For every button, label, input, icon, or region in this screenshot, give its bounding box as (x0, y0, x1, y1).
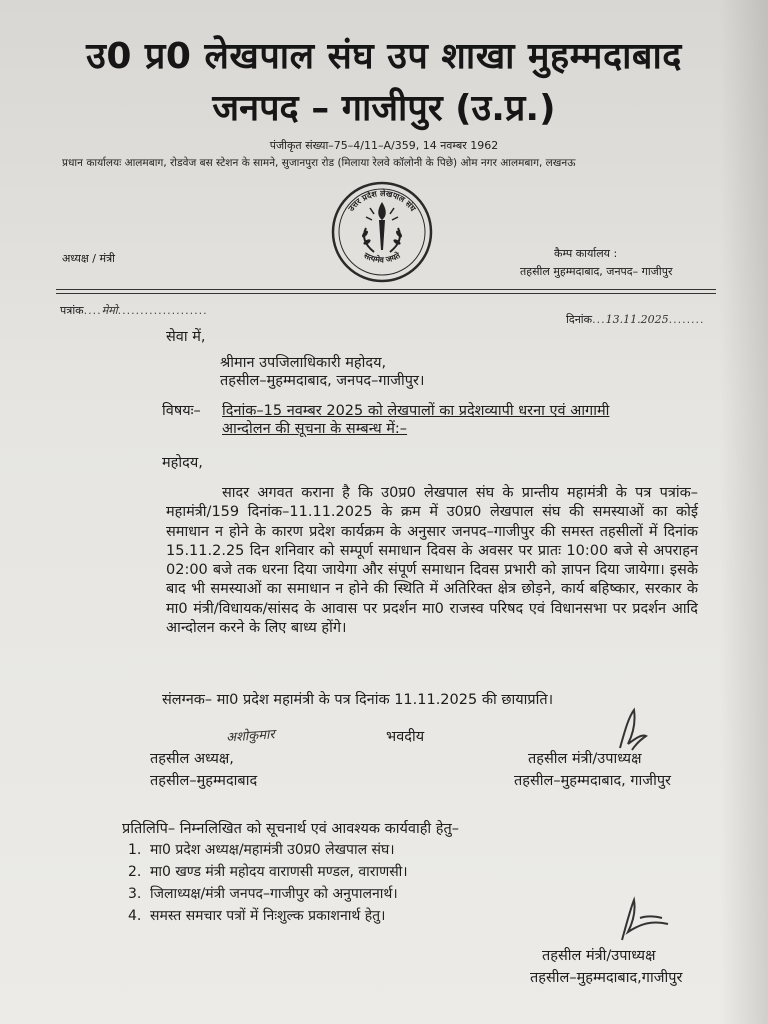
header-divider-thin (56, 293, 716, 294)
addressee-line2: तहसील–मुहम्मदाबाद, जनपद–गाजीपुर। (220, 373, 425, 389)
greeting: महोदय, (162, 455, 203, 471)
bottom-signatory-place: तहसील–मुहम्मदाबाद,गाजीपुर (530, 970, 683, 986)
list-item: 2. मा0 खण्ड मंत्री महोदय वाराणसी मण्डल, वाराणसी। (128, 864, 408, 880)
seal-text-top: उत्तर प्रदेश लेखपाल संघ (346, 188, 418, 213)
bottom-signature-scribble-icon (610, 894, 680, 944)
addressee-line1: श्रीमान उपजिलाधिकारी महोदय, (220, 355, 387, 371)
body-rest: पत्रांक–महामंत्री/159 दिनांक–11.11.2025 के क्रम में उ0प्र0 लेखपाल संघ की समस्याओं का कोई समाधान न होने के कारण प्रदेश कार्यक्रम के अनुसार जनपद–गाजीपुर की समस्त तहसीलों में दिनांक 15.11.2.25 दिन शनिवार को सम्पूर्ण समाधान दिवस के अवसर पर प्रातः 10:00 बजे से अपराहन 02:00 बजे तक धरना दिया जायेगा और संपूर्ण समाधान दिवस प्रभारी को ज्ञापन दिया जायेगा। इसके बाद भी समस्याओं का समाधान न होने की स्थिति में अतिरिक्त क्षेत्र छोड़ने, कार्य बहिष्कार, सरकार के मा0 मंत्री/विधायक/सांसद के आवास पर प्रदर्शन मा0 राजस्व परिषद एवं विधानसभा पर प्रदर्शन आदि आन्दोलन करने के लिए बाध्य होंगे। (166, 485, 698, 637)
dinank-label: दिनांक (566, 313, 593, 326)
head-office-address: प्रधान कार्यालयः आलमबाग, रोडवेज बस स्टेशन के सामने, सुजानपुरा रोड (मिलाया रेलवे कॉलोनी के पिछे) ओम नगर आलमबाग, लखनऊ (62, 157, 576, 169)
page-shadow (720, 0, 768, 1024)
copy-to-heading: प्रतिलिपि– निम्नलिखित को सूचनार्थ एवं आवश्यक कार्यवाही हेतु– (122, 821, 459, 837)
reference-number: पत्रांक....मेमो.................... (60, 304, 208, 317)
left-signatory-place: तहसील–मुहम्मदाबाद (150, 773, 258, 789)
enclosure-note: संलग्नक– मा0 प्रदेश महामंत्री के पत्र दिनांक 11.11.2025 की छायाप्रति। (162, 692, 554, 708)
dinank-value: 13.11.2025 (605, 313, 669, 326)
salutation-to: सेवा में, (166, 329, 206, 345)
dinank-dots: ........ (668, 313, 705, 326)
patrank-dots: .................... (117, 304, 208, 317)
svg-text:सत्यमेव जयते (361, 250, 402, 265)
body-line1: सादर अगवत कराना है कि उ0प्र0 लेखपाल संघ के प्रान्तीय महामंत्री के पत्र (222, 485, 652, 501)
subject-line1: दिनांक–15 नवम्बर 2025 को लेखपालों का प्रदेशव्यापी धरना एवं आगामी (222, 403, 610, 419)
bottom-signatory-title: तहसील मंत्री/उपाध्यक्ष (542, 948, 656, 964)
subject-label: विषयः– (162, 403, 201, 419)
header-divider (56, 289, 716, 290)
registration-number: पंजीकृत संख्या–75–4/11–A/359, 14 नवम्बर 1962 (269, 139, 499, 152)
right-signatory-title: तहसील मंत्री/उपाध्यक्ष (528, 751, 642, 767)
camp-office-label: कैम्प कार्यालय : (554, 247, 618, 260)
camp-office-address: तहसील मुहम्मदाबाद, जनपद– गाजीपुर (520, 265, 673, 278)
left-role-label: अध्यक्ष / मंत्री (62, 252, 116, 265)
letterhead-title-line2: जनपद – गाजीपुर (उ.प्र.) (212, 88, 556, 129)
left-signature: अशोकुमार (225, 727, 276, 746)
closing: भवदीय (386, 729, 425, 745)
right-signatory-place: तहसील–मुहम्मदाबाद, गाजीपुर (514, 773, 671, 789)
list-item: 1. मा0 प्रदेश अध्यक्ष/महामंत्री उ0प्र0 लेखपाल संघ। (128, 842, 395, 858)
union-seal-icon (330, 180, 434, 284)
left-signatory-title: तहसील अध्यक्ष, (150, 751, 234, 767)
patrank-label: पत्रांक (60, 304, 84, 317)
seal-text-bottom: सत्यमेव जयते (362, 250, 402, 265)
reference-date: दिनांक...13.11.2025........ (566, 313, 705, 326)
list-item: 4. समस्त समचार पत्रों में निःशुल्क प्रकाशनार्थ हेतु। (128, 908, 386, 924)
list-item: 3. जिलाध्यक्ष/मंत्री जनपद–गाजीपुर को अनुपालनार्थ। (128, 886, 398, 902)
letter-body (166, 484, 698, 638)
subject-line2: आन्दोलन की सूचना के सम्बन्ध में:– (222, 421, 408, 437)
patrank-value: मेमो (101, 304, 118, 317)
letterhead-title-line1: उ0 प्र0 लेखपाल संघ उप शाखा मुहम्मदाबाद (86, 36, 682, 77)
